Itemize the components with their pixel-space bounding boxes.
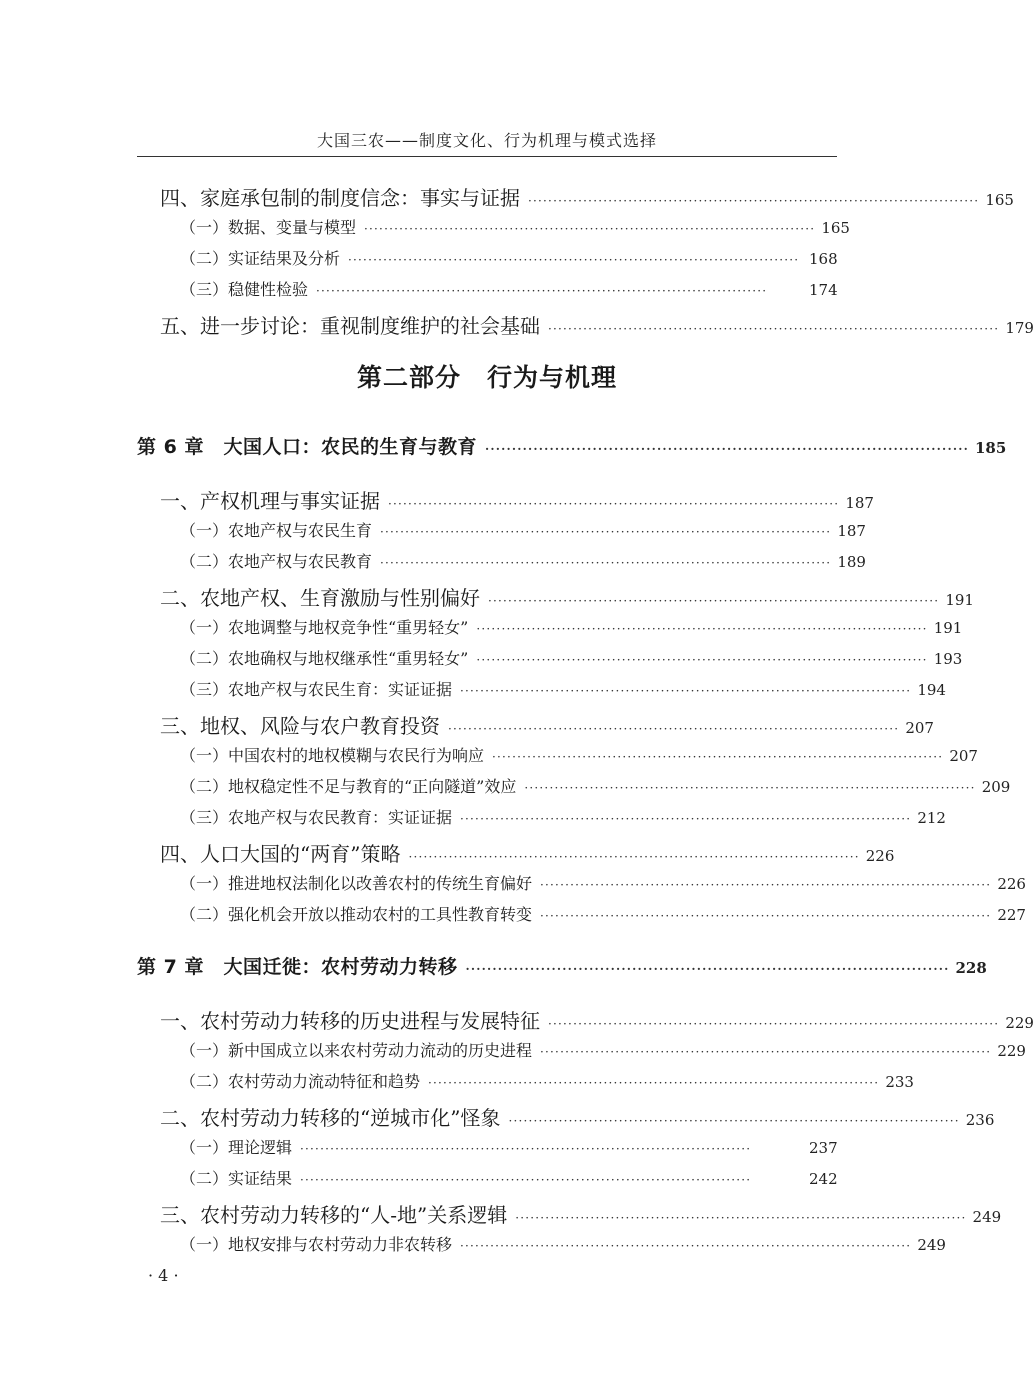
toc-leader: ·························································································· (492, 750, 944, 764)
toc-subentry[interactable] (180, 549, 866, 572)
toc-entry-page: 226 (865, 847, 895, 865)
toc-subentry[interactable] (180, 677, 946, 700)
chapter-6-heading[interactable] (137, 432, 1007, 459)
toc-entry-title: 一、农村劳动力转移的历史进程与发展特征 (160, 1009, 540, 1033)
toc-subentry[interactable] (180, 215, 850, 238)
header-rule (137, 156, 837, 157)
toc-entry-title: （三）农地产权与农民生育：实证证据 (180, 680, 453, 699)
toc-entry-title: （二）农地产权与农民教育 (180, 552, 373, 571)
toc-leader: ·························································································· (524, 781, 976, 795)
toc-subentry[interactable] (180, 646, 963, 669)
toc-leader: ·························································································· (528, 194, 980, 208)
toc-entry-title: 四、家庭承包制的制度信念：事实与证据 (160, 186, 520, 210)
chapter-title: 第 7 章 大国迁徙：农村劳动力转移 (137, 956, 458, 978)
toc-entry-title: （二）农地确权与地权继承性“重男轻女” (180, 649, 469, 668)
toc-leader: ·························································································· (300, 1173, 752, 1187)
chapter-page: 185 (974, 439, 1007, 457)
toc-entry-page: 179 (1005, 319, 1034, 337)
toc-entry[interactable] (160, 710, 934, 739)
toc-entry[interactable] (160, 310, 1034, 339)
toc-entry-page: 174 (809, 281, 838, 299)
toc-entry-page: 191 (933, 619, 963, 637)
toc-leader: ·························································································· (488, 594, 940, 608)
toc-entry-title: （一）农地产权与农民生育 (180, 521, 373, 540)
toc-subentry[interactable] (180, 871, 1026, 894)
toc-subentry[interactable] (180, 246, 837, 269)
toc-entry-title: （二）地权稳定性不足与教育的“正向隧道”效应 (180, 777, 517, 796)
toc-leader: ·························································································· (515, 1211, 967, 1225)
toc-leader: ·························································································· (548, 322, 1000, 336)
toc-entry-page: 189 (837, 553, 866, 571)
toc-entry-page: 187 (837, 522, 866, 540)
toc-entry-page: 193 (933, 650, 963, 668)
toc-leader: ·························································································· (540, 909, 992, 923)
toc-subentry[interactable] (180, 743, 978, 766)
toc-leader: ·························································································· (540, 1045, 992, 1059)
toc-entry-title: （二）强化机会开放以推动农村的工具性教育转变 (180, 905, 533, 924)
toc-entry-page: 194 (917, 681, 946, 699)
toc-entry-page: 209 (981, 778, 1011, 796)
toc-leader: ·························································································· (548, 1017, 1000, 1031)
toc-entry-page: 207 (905, 719, 934, 737)
toc-entry-title: 二、农地产权、生育激励与性别偏好 (160, 586, 480, 610)
toc-entry-page: 212 (917, 809, 946, 827)
toc-leader: ·························································································· (408, 850, 860, 864)
toc-entry-title: （一）数据、变量与模型 (180, 218, 357, 237)
toc-leader: ·························································································· (476, 653, 928, 667)
toc-subentry[interactable] (180, 805, 946, 828)
toc-entry-title: （一）理论逻辑 (180, 1138, 293, 1157)
toc-entry-title: 四、人口大国的“两育”策略 (160, 842, 401, 866)
toc-leader: ·························································································· (380, 556, 832, 570)
toc-entry-page: 191 (945, 591, 974, 609)
chapter-title: 第 6 章 大国人口：农民的生育与教育 (137, 436, 477, 458)
toc-entry-page: 227 (997, 906, 1026, 924)
toc-entry[interactable] (160, 582, 974, 611)
toc-leader: ·························································································· (380, 525, 832, 539)
running-header: 大国三农——制度文化、行为机理与模式选择 (316, 131, 657, 150)
toc-entry-page: 207 (949, 747, 978, 765)
toc-entry-title: （二）实证结果 (180, 1169, 293, 1188)
toc-entry-title: （一）推进地权法制化以改善农村的传统生育偏好 (180, 874, 533, 893)
toc-entry[interactable] (160, 182, 1014, 211)
toc-entry[interactable] (160, 485, 874, 514)
toc-entry-page: 233 (885, 1073, 914, 1091)
toc-subentry[interactable] (180, 1069, 914, 1092)
toc-subentry[interactable] (180, 277, 837, 300)
toc-entry-page: 165 (985, 191, 1014, 209)
toc-entry-title: （一）新中国成立以来农村劳动力流动的历史进程 (180, 1041, 533, 1060)
toc-entry-title: （一）地权安排与农村劳动力非农转移 (180, 1235, 453, 1254)
toc-leader: ·························································································· (428, 1076, 880, 1090)
toc-entry-page: 237 (809, 1139, 838, 1157)
toc-entry-page: 168 (809, 250, 838, 268)
page-number: · 4 · (148, 1266, 179, 1285)
toc-subentry[interactable] (180, 1038, 1026, 1061)
part-title: 第二部分 行为与机理 (356, 363, 617, 392)
toc-subentry[interactable] (180, 518, 866, 541)
toc-entry-title: 二、农村劳动力转移的“逆城市化”怪象 (160, 1106, 501, 1130)
toc-entry[interactable] (160, 838, 895, 867)
toc-leader: ·························································································· (300, 1142, 752, 1156)
toc-entry-title: （一）农地调整与地权竞争性“重男轻女” (180, 618, 469, 637)
toc-entry-page: 229 (1005, 1014, 1034, 1032)
toc-entry-page: 226 (997, 875, 1026, 893)
toc-leader: ·························································································· (460, 812, 912, 826)
toc-entry-page: 236 (965, 1111, 995, 1129)
toc-leader: ·························································································· (465, 962, 950, 976)
toc-subentry[interactable] (180, 902, 1026, 925)
toc-entry-title: （三）农地产权与农民教育：实证证据 (180, 808, 453, 827)
toc-leader: ·························································································· (460, 1239, 912, 1253)
toc-entry-title: （一）中国农村的地权模糊与农民行为响应 (180, 746, 485, 765)
chapter-7-heading[interactable] (137, 952, 987, 979)
toc-entry-title: 五、进一步讨论：重视制度维护的社会基础 (160, 314, 540, 338)
toc-subentry[interactable] (180, 774, 1011, 797)
toc-entry-title: （三）稳健性检验 (180, 280, 309, 299)
toc-entry-page: 242 (809, 1170, 838, 1188)
toc-entry-title: （二）实证结果及分析 (180, 249, 341, 268)
toc-entry[interactable] (160, 1199, 1002, 1228)
toc-leader: ·························································································· (348, 253, 800, 267)
toc-entry[interactable] (160, 1005, 1034, 1034)
toc-leader: ·························································································· (460, 684, 912, 698)
toc-subentry[interactable] (180, 1166, 837, 1189)
toc-entry-title: 三、农村劳动力转移的“人-地”关系逻辑 (160, 1203, 508, 1227)
toc-entry[interactable] (160, 1102, 995, 1131)
toc-subentry[interactable] (180, 1232, 946, 1255)
chapter-page: 228 (955, 959, 987, 977)
toc-entry-page: 229 (997, 1042, 1026, 1060)
toc-subentry[interactable] (180, 1135, 837, 1158)
toc-leader: ·························································································· (364, 222, 816, 236)
toc-leader: ·························································································· (388, 497, 840, 511)
toc-subentry[interactable] (180, 615, 963, 638)
toc-leader: ·························································································· (508, 1114, 960, 1128)
toc-leader: ·························································································· (540, 878, 992, 892)
toc-entry-title: （二）农村劳动力流动特征和趋势 (180, 1072, 421, 1091)
toc-entry-title: 三、地权、风险与农户教育投资 (160, 714, 440, 738)
toc-entry-page: 249 (917, 1236, 946, 1254)
toc-entry-page: 187 (845, 494, 874, 512)
toc-leader: ·························································································· (484, 442, 969, 456)
toc-leader: ·························································································· (316, 284, 768, 298)
toc-leader: ·························································································· (448, 722, 900, 736)
toc-entry-page: 165 (821, 219, 850, 237)
toc-entry-title: 一、产权机理与事实证据 (160, 489, 380, 513)
toc-entry-page: 249 (972, 1208, 1002, 1226)
toc-leader: ·························································································· (476, 622, 928, 636)
